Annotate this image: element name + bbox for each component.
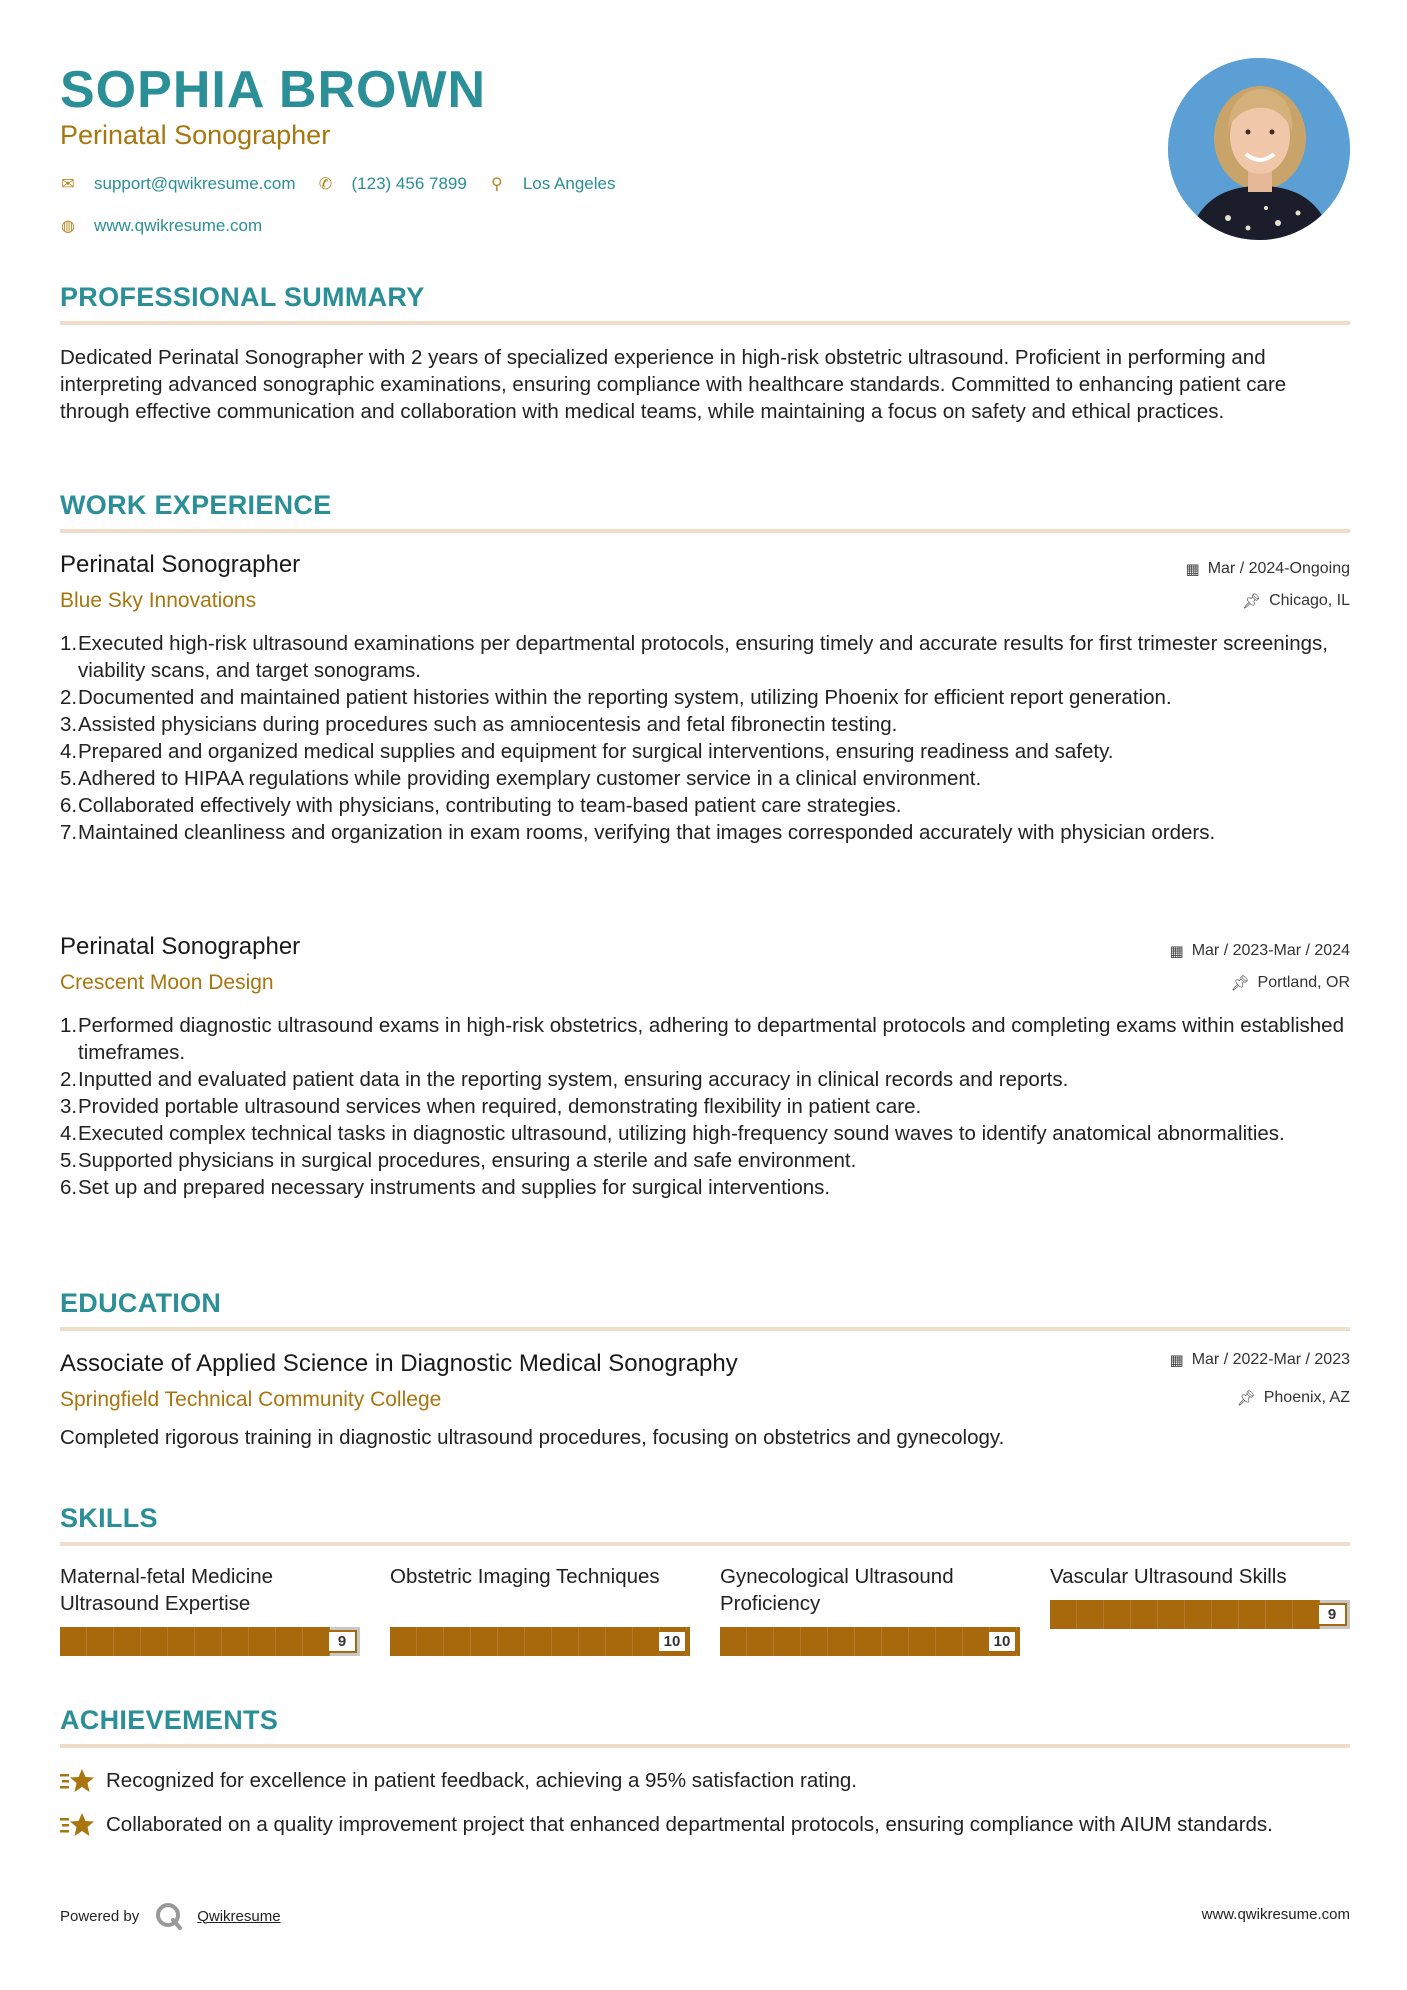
star-award-icon — [60, 1767, 94, 1795]
job-1-title: Perinatal Sonographer — [60, 551, 301, 578]
location-text: Los Angeles — [522, 174, 616, 193]
skill-score: 9 — [1317, 1603, 1347, 1626]
list-item: Documented and maintained patient histories within the reporting system, utilizing Phoenix for efficient report generation. — [78, 686, 1172, 709]
job-2-dates-text: Mar / 2023-Mar / 2024 — [1191, 942, 1350, 959]
contact-email[interactable] — [60, 174, 296, 194]
qwikresume-logo-icon — [153, 1900, 185, 1932]
education-heading: EDUCATION — [60, 1288, 222, 1318]
skills-heading: SKILLS — [60, 1503, 158, 1533]
skill-item — [720, 1563, 1020, 1656]
skill-bar — [390, 1627, 690, 1656]
list-item: Prepared and organized medical supplies and equipment for surgical interventions, ensuring readiness and safety. — [78, 740, 1114, 763]
skill-bar-fill — [390, 1627, 690, 1656]
footer-website[interactable]: www.qwikresume.com — [1201, 1906, 1350, 1923]
summary-heading: PROFESSIONAL SUMMARY — [60, 282, 425, 312]
summary-text: Dedicated Perinatal Sonographer with 2 years of specialized experience in high-risk obstetric ultrasound. Proficient in performing and interpreting advanced sonographic examinations, ensuring compliance with healthcare standards. Committed to enhancing patient care through effective communication and collaboration with medical teams, while maintaining a focus on safety and ethical practices. — [60, 346, 1287, 423]
calendar-icon: ▦ — [1185, 561, 1200, 578]
achievement-text: Recognized for excellence in patient feedback, achieving a 95% satisfaction rating. — [106, 1769, 857, 1792]
education-location — [1237, 1389, 1350, 1407]
skill-item — [390, 1563, 690, 1656]
list-item: Supported physicians in surgical procedures, ensuring a sterile and safe environment. — [78, 1149, 857, 1172]
skill-name: Obstetric Imaging Techniques — [390, 1565, 660, 1588]
education-school: Springfield Technical Community College — [60, 1388, 442, 1411]
list-item: Adhered to HIPAA regulations while providing exemplary customer service in a clinical environment. — [78, 767, 982, 790]
skill-bar-fill — [720, 1627, 1020, 1656]
achievement-item — [60, 1811, 1350, 1839]
skill-bar — [60, 1627, 360, 1656]
envelope-icon: ✉ — [61, 176, 75, 193]
skill-bar — [1050, 1600, 1350, 1629]
education-degree: Associate of Applied Science in Diagnostic Medical Sonography — [60, 1350, 738, 1377]
job-1-dates — [1186, 560, 1351, 578]
education-dates — [1170, 1351, 1350, 1369]
job-2-location — [1230, 974, 1350, 992]
qwikresume-link[interactable]: Qwikresume — [197, 1907, 281, 1925]
skill-bar — [720, 1627, 1020, 1656]
job-2-duties — [60, 1012, 1350, 1201]
skill-score: 10 — [987, 1630, 1017, 1653]
achievements-divider — [60, 1744, 1350, 1748]
list-item: Inputted and evaluated patient data in the reporting system, ensuring accuracy in clinical records and reports. — [78, 1068, 1069, 1091]
education-description: Completed rigorous training in diagnostic ultrasound procedures, focusing on obstetrics and gynecology. — [60, 1426, 1005, 1449]
email-text[interactable]: support@qwikresume.com — [94, 174, 296, 193]
list-item: Set up and prepared necessary instruments and supplies for surgical interventions. — [78, 1176, 831, 1199]
portrait-illustration — [1168, 58, 1350, 240]
calendar-icon: ▦ — [1169, 1352, 1184, 1369]
job-1-company: Blue Sky Innovations — [60, 589, 257, 612]
phone-icon: ✆ — [318, 176, 333, 193]
skill-bar-fill — [60, 1627, 330, 1656]
job-1-dates-text: Mar / 2024-Ongoing — [1207, 560, 1350, 577]
summary-divider — [60, 321, 1350, 325]
contact-phone — [318, 174, 467, 194]
work-heading: WORK EXPERIENCE — [60, 490, 332, 520]
list-item: Maintained cleanliness and organization in exam rooms, verifying that images corresponded accurately with physician orders. — [78, 821, 1216, 844]
profile-photo — [1168, 58, 1350, 240]
calendar-icon: ▦ — [1169, 943, 1184, 960]
job-2-title: Perinatal Sonographer — [60, 933, 301, 960]
skill-item — [60, 1563, 360, 1656]
list-item: Executed high-risk ultrasound examinations per departmental protocols, ensuring timely and accurate results for first trimester screenings, viability scans, and target sonograms. — [78, 632, 1328, 682]
achievement-text: Collaborated on a quality improvement project that enhanced departmental protocols, ensuring compliance with AIUM standards. — [106, 1813, 1273, 1836]
list-item: Executed complex technical tasks in diagnostic ultrasound, utilizing high-frequency sound waves to identify anatomical abnormalities. — [78, 1122, 1285, 1145]
education-dates-text: Mar / 2022-Mar / 2023 — [1191, 1351, 1350, 1368]
list-item: Performed diagnostic ultrasound exams in high-risk obstetrics, adhering to departmental protocols and completing exams within established timeframes. — [78, 1014, 1344, 1064]
candidate-role: Perinatal Sonographer — [60, 120, 331, 150]
skill-score: 9 — [327, 1630, 357, 1653]
list-item: Collaborated effectively with physicians, contributing to team-based patient care strategies. — [78, 794, 902, 817]
list-item: Assisted physicians during procedures such as amniocentesis and fetal fibronectin testing. — [78, 713, 898, 736]
resume-page — [60, 0, 1350, 1990]
education-divider — [60, 1327, 1350, 1331]
contact-location — [489, 174, 616, 194]
work-divider — [60, 529, 1350, 533]
skill-name: Maternal-fetal Medicine Ultrasound Expertise — [60, 1565, 274, 1615]
achievement-item — [60, 1767, 1350, 1795]
job-2-company: Crescent Moon Design — [60, 971, 274, 994]
powered-by-label: Powered by — [60, 1907, 140, 1925]
globe-icon: ◍ — [61, 218, 75, 235]
contact-row — [60, 174, 637, 194]
skill-item — [1050, 1563, 1350, 1629]
job-1-location-text: Chicago, IL — [1269, 592, 1350, 609]
skill-score: 10 — [657, 1630, 687, 1653]
job-1-duties — [60, 630, 1350, 846]
skill-bar-fill — [1050, 1600, 1320, 1629]
candidate-name: SOPHIA BROWN — [60, 61, 487, 119]
job-1-location — [1242, 592, 1350, 610]
skill-name: Vascular Ultrasound Skills — [1050, 1565, 1287, 1588]
star-award-icon — [60, 1811, 94, 1839]
pushpin-icon: 📌︎ — [1242, 593, 1262, 610]
contact-website[interactable] — [60, 216, 262, 236]
footer-powered-by — [60, 1900, 281, 1932]
pushpin-icon: 📌︎ — [1236, 1390, 1256, 1407]
skills-divider — [60, 1542, 1350, 1546]
education-location-text: Phoenix, AZ — [1263, 1389, 1350, 1406]
list-item: Provided portable ultrasound services when required, demonstrating flexibility in patient care. — [78, 1095, 922, 1118]
job-2-location-text: Portland, OR — [1257, 974, 1350, 991]
pushpin-icon: 📌︎ — [1230, 975, 1250, 992]
job-2-dates — [1170, 942, 1350, 960]
website-text[interactable]: www.qwikresume.com — [94, 216, 263, 235]
phone-text: (123) 456 7899 — [351, 174, 467, 193]
map-pin-icon: ⚲ — [490, 176, 503, 193]
skill-name: Gynecological Ultrasound Proficiency — [720, 1565, 954, 1615]
achievements-heading: ACHIEVEMENTS — [60, 1705, 279, 1735]
